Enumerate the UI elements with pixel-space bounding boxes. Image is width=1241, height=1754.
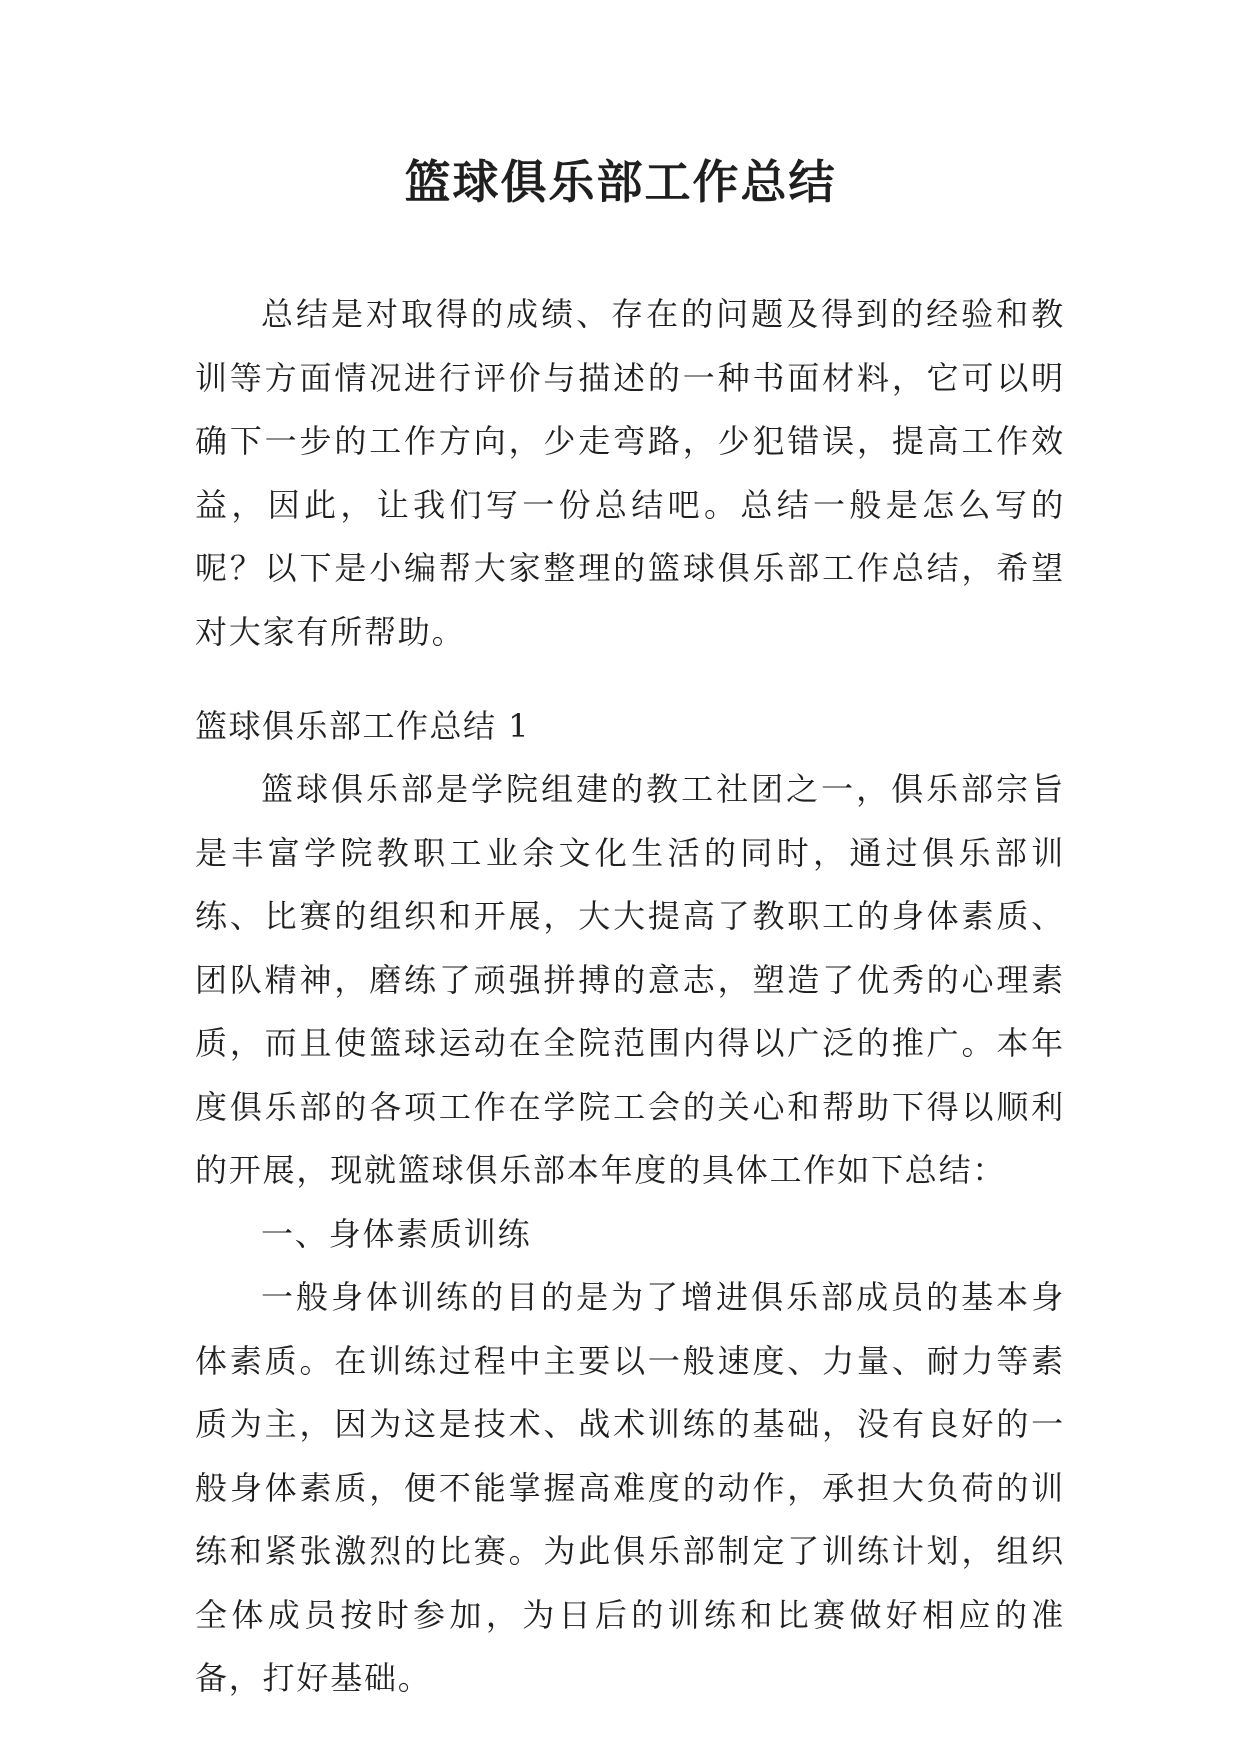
- document-title: 篮球俱乐部工作总结: [404, 155, 837, 209]
- body-paragraph-2: 一般身体训练的目的是为了增进俱乐部成员的基本身体素质。在训练过程中主要以一般速度、力量、耐力等素质为主，因为这是技术、战术训练的基础，没有良好的一般身体素质，便不能掌握高难度的动作，承担大负荷的训练和紧张激烈的比赛。为此俱乐部制定了训练计划，组织全体成员按时参加，为日后的训练和比赛做好相应的准备，打好基础。: [195, 1278, 1065, 1697]
- intro-paragraph: 总结是对取得的成绩、存在的问题及得到的经验和教训等方面情况进行评价与描述的一种书面材料，它可以明确下一步的工作方向，少走弯路，少犯错误，提高工作效益，因此，让我们写一份总结吧。总结一般是怎么写的呢？以下是小编帮大家整理的篮球俱乐部工作总结，希望对大家有所帮助。: [195, 295, 1065, 651]
- body-paragraph-1: 篮球俱乐部是学院组建的教工社团之一，俱乐部宗旨是丰富学院教职工业余文化生活的同时，通过俱乐部训练、比赛的组织和开展，大大提高了教职工的身体素质、团队精神，磨练了顽强拼搏的意志，塑造了优秀的心理素质，而且使篮球运动在全院范围内得以广泛的推广。本年度俱乐部的各项工作在学院工会的关心和帮助下得以顺利的开展，现就篮球俱乐部本年度的具体工作如下总结：: [195, 770, 1065, 1189]
- section-title: 篮球俱乐部工作总结 1: [195, 707, 531, 745]
- subheading-physical-training: 一、身体素质训练: [261, 1215, 532, 1253]
